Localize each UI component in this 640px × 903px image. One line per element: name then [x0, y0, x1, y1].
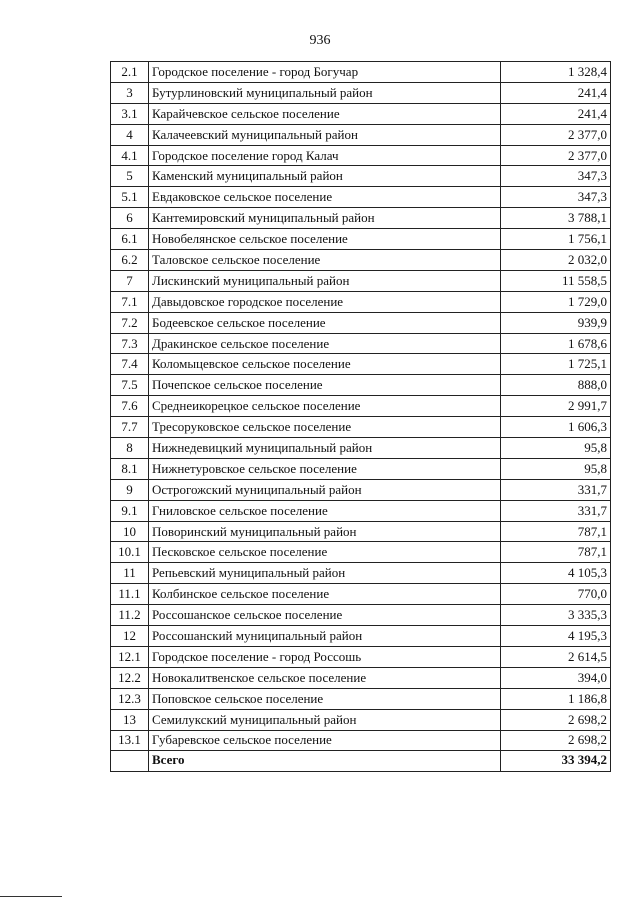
table-row — [111, 458, 611, 479]
row-name-cell: Почепское сельское поселение — [149, 375, 501, 396]
row-sum-cell: 2 614,5 — [501, 646, 611, 667]
table-row — [111, 396, 611, 417]
table-row — [111, 730, 611, 751]
row-sum-cell: 11 558,5 — [501, 270, 611, 291]
row-number-cell: 11.2 — [111, 605, 149, 626]
row-name-cell: Поворинский муниципальный район — [149, 521, 501, 542]
row-name-cell: Тресоруковское сельское поселение — [149, 417, 501, 438]
row-name-cell: Россошанское сельское поселение — [149, 605, 501, 626]
table-row — [111, 354, 611, 375]
row-name-cell: Нижнедевицкий муниципальный район — [149, 438, 501, 459]
table-row — [111, 375, 611, 396]
row-name-cell: Карайчевское сельское поселение — [149, 103, 501, 124]
row-sum-cell: 888,0 — [501, 375, 611, 396]
row-number-cell: 2.1 — [111, 62, 149, 83]
row-number-cell: 13 — [111, 709, 149, 730]
table-row — [111, 62, 611, 83]
table-row — [111, 542, 611, 563]
table-row — [111, 312, 611, 333]
table-body — [111, 62, 611, 772]
row-sum-cell: 3 788,1 — [501, 208, 611, 229]
total-row — [111, 751, 611, 772]
table-row — [111, 291, 611, 312]
table-row — [111, 124, 611, 145]
row-sum-cell: 939,9 — [501, 312, 611, 333]
row-name-cell: Россошанский муниципальный район — [149, 626, 501, 647]
row-sum-cell: 2 698,2 — [501, 709, 611, 730]
row-name-cell: Губаревское сельское поселение — [149, 730, 501, 751]
row-sum-cell: 1 328,4 — [501, 62, 611, 83]
row-sum-cell: 241,4 — [501, 82, 611, 103]
table-row — [111, 667, 611, 688]
row-number-cell: 7.1 — [111, 291, 149, 312]
row-number-cell: 9 — [111, 479, 149, 500]
row-sum-cell: 787,1 — [501, 521, 611, 542]
row-name-cell: Городское поселение город Калач — [149, 145, 501, 166]
row-number-cell: 12 — [111, 626, 149, 647]
row-sum-cell: 347,3 — [501, 187, 611, 208]
row-number-cell: 12.1 — [111, 646, 149, 667]
row-number-cell: 5.1 — [111, 187, 149, 208]
row-sum-cell: 347,3 — [501, 166, 611, 187]
table-row — [111, 626, 611, 647]
row-number-cell: 10 — [111, 521, 149, 542]
row-number-cell: 6.2 — [111, 250, 149, 271]
row-name-cell: Семилукский муниципальный район — [149, 709, 501, 730]
row-name-cell: Городское поселение - город Богучар — [149, 62, 501, 83]
row-name-cell: Поповское сельское поселение — [149, 688, 501, 709]
table-row — [111, 521, 611, 542]
row-number-cell: 8 — [111, 438, 149, 459]
table-row — [111, 646, 611, 667]
row-number-cell: 7.4 — [111, 354, 149, 375]
row-number-cell: 13.1 — [111, 730, 149, 751]
row-name-cell: Давыдовское городское поселение — [149, 291, 501, 312]
row-name-cell: Новобелянское сельское поселение — [149, 229, 501, 250]
row-sum-cell: 2 991,7 — [501, 396, 611, 417]
row-number-cell: 8.1 — [111, 458, 149, 479]
table-row — [111, 166, 611, 187]
row-sum-cell: 1 606,3 — [501, 417, 611, 438]
row-sum-cell: 1 756,1 — [501, 229, 611, 250]
row-sum-cell: 1 729,0 — [501, 291, 611, 312]
total-label-cell: Всего — [149, 751, 501, 772]
row-number-cell: 6.1 — [111, 229, 149, 250]
row-number-cell: 7.7 — [111, 417, 149, 438]
row-number-cell: 4 — [111, 124, 149, 145]
row-name-cell: Новокалитвенское сельское поселение — [149, 667, 501, 688]
table-row — [111, 333, 611, 354]
row-name-cell: Гниловское сельское поселение — [149, 500, 501, 521]
row-name-cell: Песковское сельское поселение — [149, 542, 501, 563]
row-name-cell: Таловское сельское поселение — [149, 250, 501, 271]
row-sum-cell: 1 678,6 — [501, 333, 611, 354]
row-name-cell: Репьевский муниципальный район — [149, 563, 501, 584]
row-sum-cell: 4 105,3 — [501, 563, 611, 584]
table-row — [111, 187, 611, 208]
row-name-cell: Коломыцевское сельское поселение — [149, 354, 501, 375]
table-row — [111, 709, 611, 730]
row-name-cell: Каменский муниципальный район — [149, 166, 501, 187]
row-number-cell: 9.1 — [111, 500, 149, 521]
table-row — [111, 479, 611, 500]
table-row — [111, 417, 611, 438]
row-sum-cell: 331,7 — [501, 500, 611, 521]
budget-table — [110, 61, 611, 772]
row-number-cell: 6 — [111, 208, 149, 229]
total-number-cell — [111, 751, 149, 772]
row-sum-cell: 95,8 — [501, 438, 611, 459]
row-sum-cell: 394,0 — [501, 667, 611, 688]
row-sum-cell: 2 032,0 — [501, 250, 611, 271]
row-number-cell: 7 — [111, 270, 149, 291]
row-name-cell: Лискинский муниципальный район — [149, 270, 501, 291]
row-number-cell: 4.1 — [111, 145, 149, 166]
table-row — [111, 82, 611, 103]
row-sum-cell: 331,7 — [501, 479, 611, 500]
row-number-cell: 3.1 — [111, 103, 149, 124]
table-row — [111, 270, 611, 291]
row-sum-cell: 770,0 — [501, 584, 611, 605]
row-name-cell: Нижнетуровское сельское поселение — [149, 458, 501, 479]
table-row — [111, 605, 611, 626]
row-name-cell: Колбинское сельское поселение — [149, 584, 501, 605]
table-row — [111, 688, 611, 709]
row-name-cell: Острогожский муниципальный район — [149, 479, 501, 500]
row-sum-cell: 1 186,8 — [501, 688, 611, 709]
row-number-cell: 5 — [111, 166, 149, 187]
row-sum-cell: 95,8 — [501, 458, 611, 479]
row-name-cell: Кантемировский муниципальный район — [149, 208, 501, 229]
row-sum-cell: 2 377,0 — [501, 124, 611, 145]
table-row — [111, 250, 611, 271]
table-row — [111, 500, 611, 521]
row-sum-cell: 241,4 — [501, 103, 611, 124]
row-name-cell: Евдаковское сельское поселение — [149, 187, 501, 208]
row-number-cell: 7.3 — [111, 333, 149, 354]
row-number-cell: 7.2 — [111, 312, 149, 333]
row-name-cell: Дракинское сельское поселение — [149, 333, 501, 354]
row-name-cell: Городское поселение - город Россошь — [149, 646, 501, 667]
row-name-cell: Калачеевский муниципальный район — [149, 124, 501, 145]
row-number-cell: 12.3 — [111, 688, 149, 709]
row-sum-cell: 4 195,3 — [501, 626, 611, 647]
page-number: 936 — [309, 33, 331, 48]
row-sum-cell: 787,1 — [501, 542, 611, 563]
row-sum-cell: 2 698,2 — [501, 730, 611, 751]
footnote-separator — [0, 896, 62, 897]
row-name-cell: Бодеевское сельское поселение — [149, 312, 501, 333]
row-number-cell: 7.5 — [111, 375, 149, 396]
row-number-cell: 12.2 — [111, 667, 149, 688]
total-sum-cell: 33 394,2 — [501, 751, 611, 772]
table-row — [111, 145, 611, 166]
table-row — [111, 208, 611, 229]
table-row — [111, 103, 611, 124]
row-sum-cell: 2 377,0 — [501, 145, 611, 166]
row-number-cell: 10.1 — [111, 542, 149, 563]
table-row — [111, 563, 611, 584]
table-row — [111, 438, 611, 459]
table-row — [111, 584, 611, 605]
table-row — [111, 229, 611, 250]
row-number-cell: 11 — [111, 563, 149, 584]
row-number-cell: 7.6 — [111, 396, 149, 417]
row-name-cell: Среднеикорецкое сельское поселение — [149, 396, 501, 417]
row-number-cell: 11.1 — [111, 584, 149, 605]
row-number-cell: 3 — [111, 82, 149, 103]
row-sum-cell: 1 725,1 — [501, 354, 611, 375]
row-sum-cell: 3 335,3 — [501, 605, 611, 626]
row-name-cell: Бутурлиновский муниципальный район — [149, 82, 501, 103]
